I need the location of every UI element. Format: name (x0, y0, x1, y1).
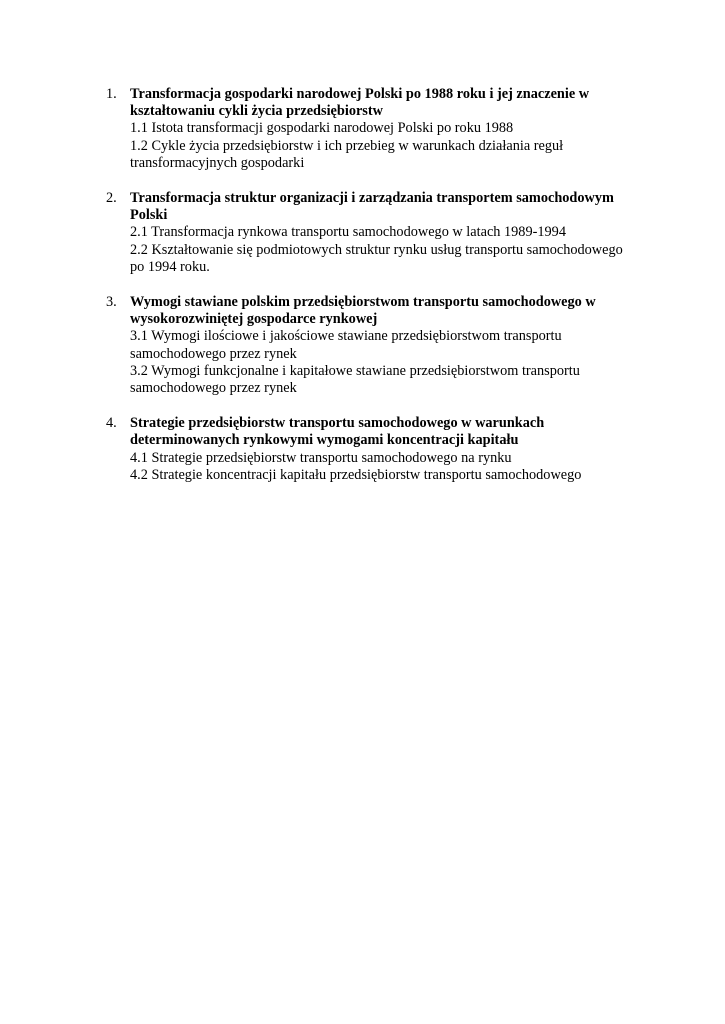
section-line: 3.2 Wymogi funkcjonalne i kapitałowe stawiane przedsiębiorstwom transportu samochodowego przez rynek (130, 362, 580, 397)
section-line: 4.1 Strategie przedsiębiorstw transportu samochodowego na rynku (130, 449, 512, 466)
chapter-item (106, 190, 626, 276)
chapter-number: 2. (106, 190, 117, 207)
section-line: 1.1 Istota transformacji gospodarki narodowej Polski po roku 1988 (130, 120, 514, 137)
chapter-outline (106, 86, 626, 502)
chapter-number: 1. (106, 86, 117, 102)
section-line: 2.2 Kształtowanie się podmiotowych struktur rynku usług transportu samochodowego po 1994 roku. (130, 241, 623, 275)
section-line: 3.1 Wymogi ilościowe i jakościowe stawiane przedsiębiorstwom transportu samochodowego przez rynek (130, 328, 562, 362)
chapter-item (106, 415, 626, 484)
chapter-item (106, 86, 626, 172)
chapter-title: Transformacja struktur organizacji i zarządzania transportem samochodowym Polski (130, 190, 614, 224)
chapter-title: Strategie przedsiębiorstw transportu samochodowego w warunkach determinowanych rynkowymi wymogami koncentracji kapitału (130, 415, 545, 449)
section-line: 1.2 Cykle życia przedsiębiorstw i ich przebieg w warunkach działania reguł transformacyjnych gospodarki (130, 137, 564, 171)
chapter-number: 4. (106, 415, 117, 432)
section-line: 2.1 Transformacja rynkowa transportu samochodowego w latach 1989-1994 (130, 224, 566, 241)
chapter-number: 3. (106, 294, 117, 311)
chapter-item (106, 294, 626, 397)
chapter-title: Transformacja gospodarki narodowej Polski po 1988 roku i jej znaczenie w kształtowaniu cykli życia przedsiębiorstw (130, 86, 590, 120)
section-line: 4.2 Strategie koncentracji kapitału przedsiębiorstw transportu samochodowego (130, 466, 582, 483)
chapter-title: Wymogi stawiane polskim przedsiębiorstwom transportu samochodowego w wysokorozwiniętej gospodarce rynkowej (130, 294, 596, 328)
